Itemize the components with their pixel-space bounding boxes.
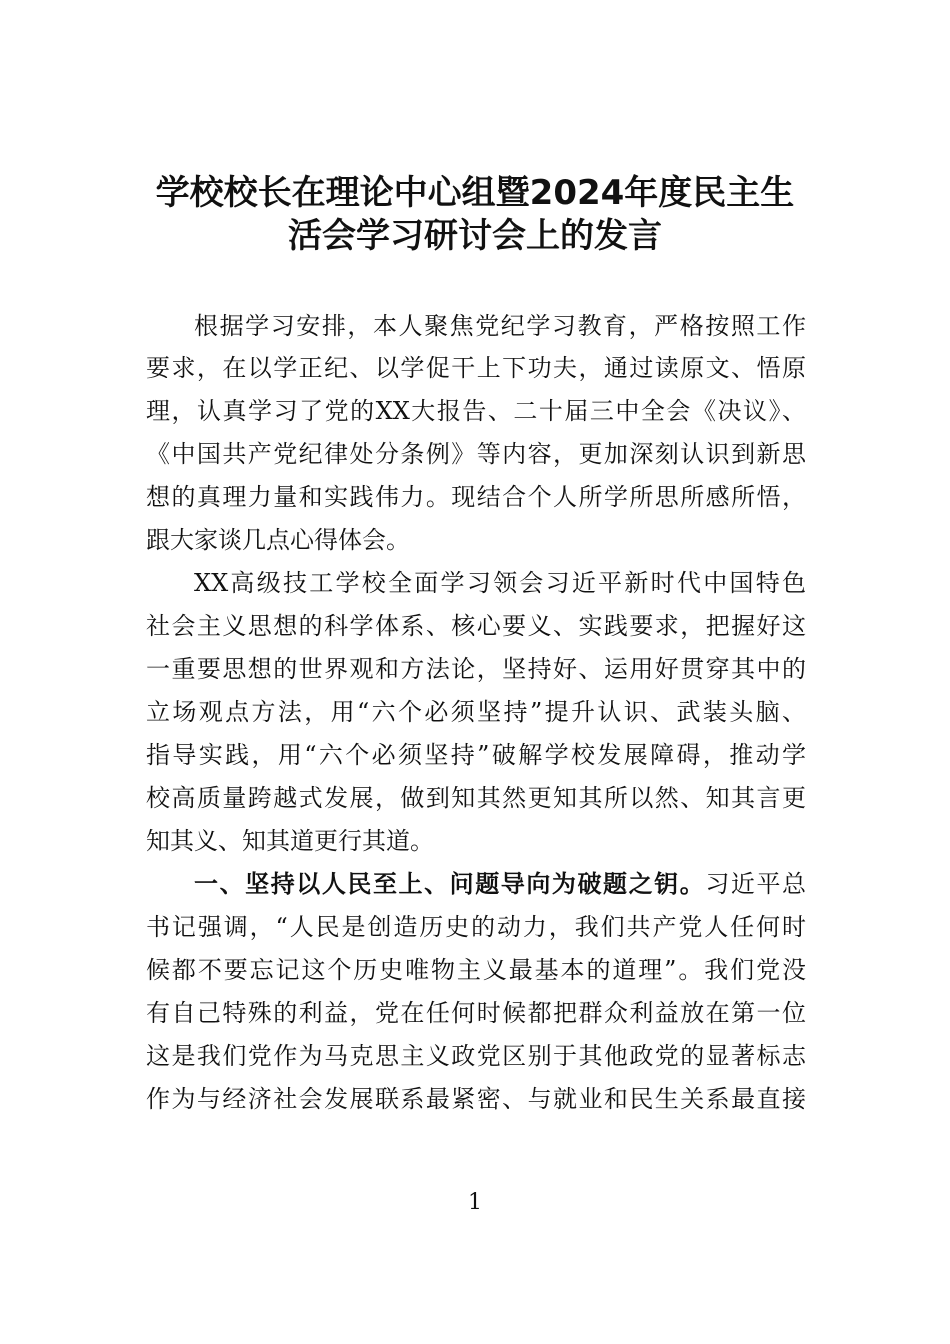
paragraph-1-line: 想的真理力量和实践伟力。现结合个人所学所思所感所悟， xyxy=(146,483,806,511)
paragraph-3-first-line-rest: 习近平总 xyxy=(705,870,807,898)
paragraph-2-line: 校高质量跨越式发展，做到知其然更知其所以然、知其言更 xyxy=(146,784,806,812)
paragraph-1-line: 要求，在以学正纪、以学促干上下功夫，通过读原文、悟原 xyxy=(146,354,806,382)
paragraph-2-line: 一重要思想的世界观和方法论，坚持好、运用好贯穿其中的 xyxy=(146,655,806,683)
paragraph-2-line: 社会主义思想的科学体系、核心要义、实践要求，把握好这 xyxy=(146,612,806,640)
paragraph-3-line: 有自己特殊的利益，党在任何时候都把群众利益放在第一位 xyxy=(146,999,806,1027)
paragraph-2-line: 立场观点方法，用“六个必须坚持”提升认识、武装头脑、 xyxy=(146,698,806,726)
paragraph-1-line: 根据学习安排，本人聚焦党纪学习教育，严格按照工作 xyxy=(194,312,806,340)
document-title-line-1: 学校校长在理论中心组暨2024年度民主生 xyxy=(155,173,795,213)
paragraph-1-line: 跟大家谈几点心得体会。 xyxy=(146,526,410,554)
paragraph-3-line: 这是我们党作为马克思主义政党区别于其他政党的显著标志 xyxy=(146,1042,806,1070)
section-heading: 一、坚持以人民至上、问题导向为破题之钥。 xyxy=(194,870,706,898)
paragraph-1-line: 理，认真学习了党的XX大报告、二十届三中全会《决议》、 xyxy=(146,397,806,425)
paragraph-1-line: 《中国共产党纪律处分条例》等内容，更加深刻认识到新思 xyxy=(146,440,806,468)
page-number: 1 xyxy=(468,1190,482,1215)
paragraph-3-line: 作为与经济社会发展联系最紧密、与就业和民生关系最直接 xyxy=(146,1085,806,1113)
paragraph-2-line: 知其义、知其道更行其道。 xyxy=(146,827,434,855)
paragraph-3-first-line xyxy=(194,870,806,898)
document-title-line-2: 活会学习研讨会上的发言 xyxy=(288,216,662,256)
paragraph-2-line: 指导实践，用“六个必须坚持”破解学校发展障碍，推动学 xyxy=(146,741,806,769)
paragraph-3-line: 书记强调，“人民是创造历史的动力，我们共产党人任何时 xyxy=(146,913,806,941)
paragraph-2-line: XX高级技工学校全面学习领会习近平新时代中国特色 xyxy=(194,569,806,597)
paragraph-3-line: 候都不要忘记这个历史唯物主义最基本的道理”。我们党没 xyxy=(146,956,806,984)
